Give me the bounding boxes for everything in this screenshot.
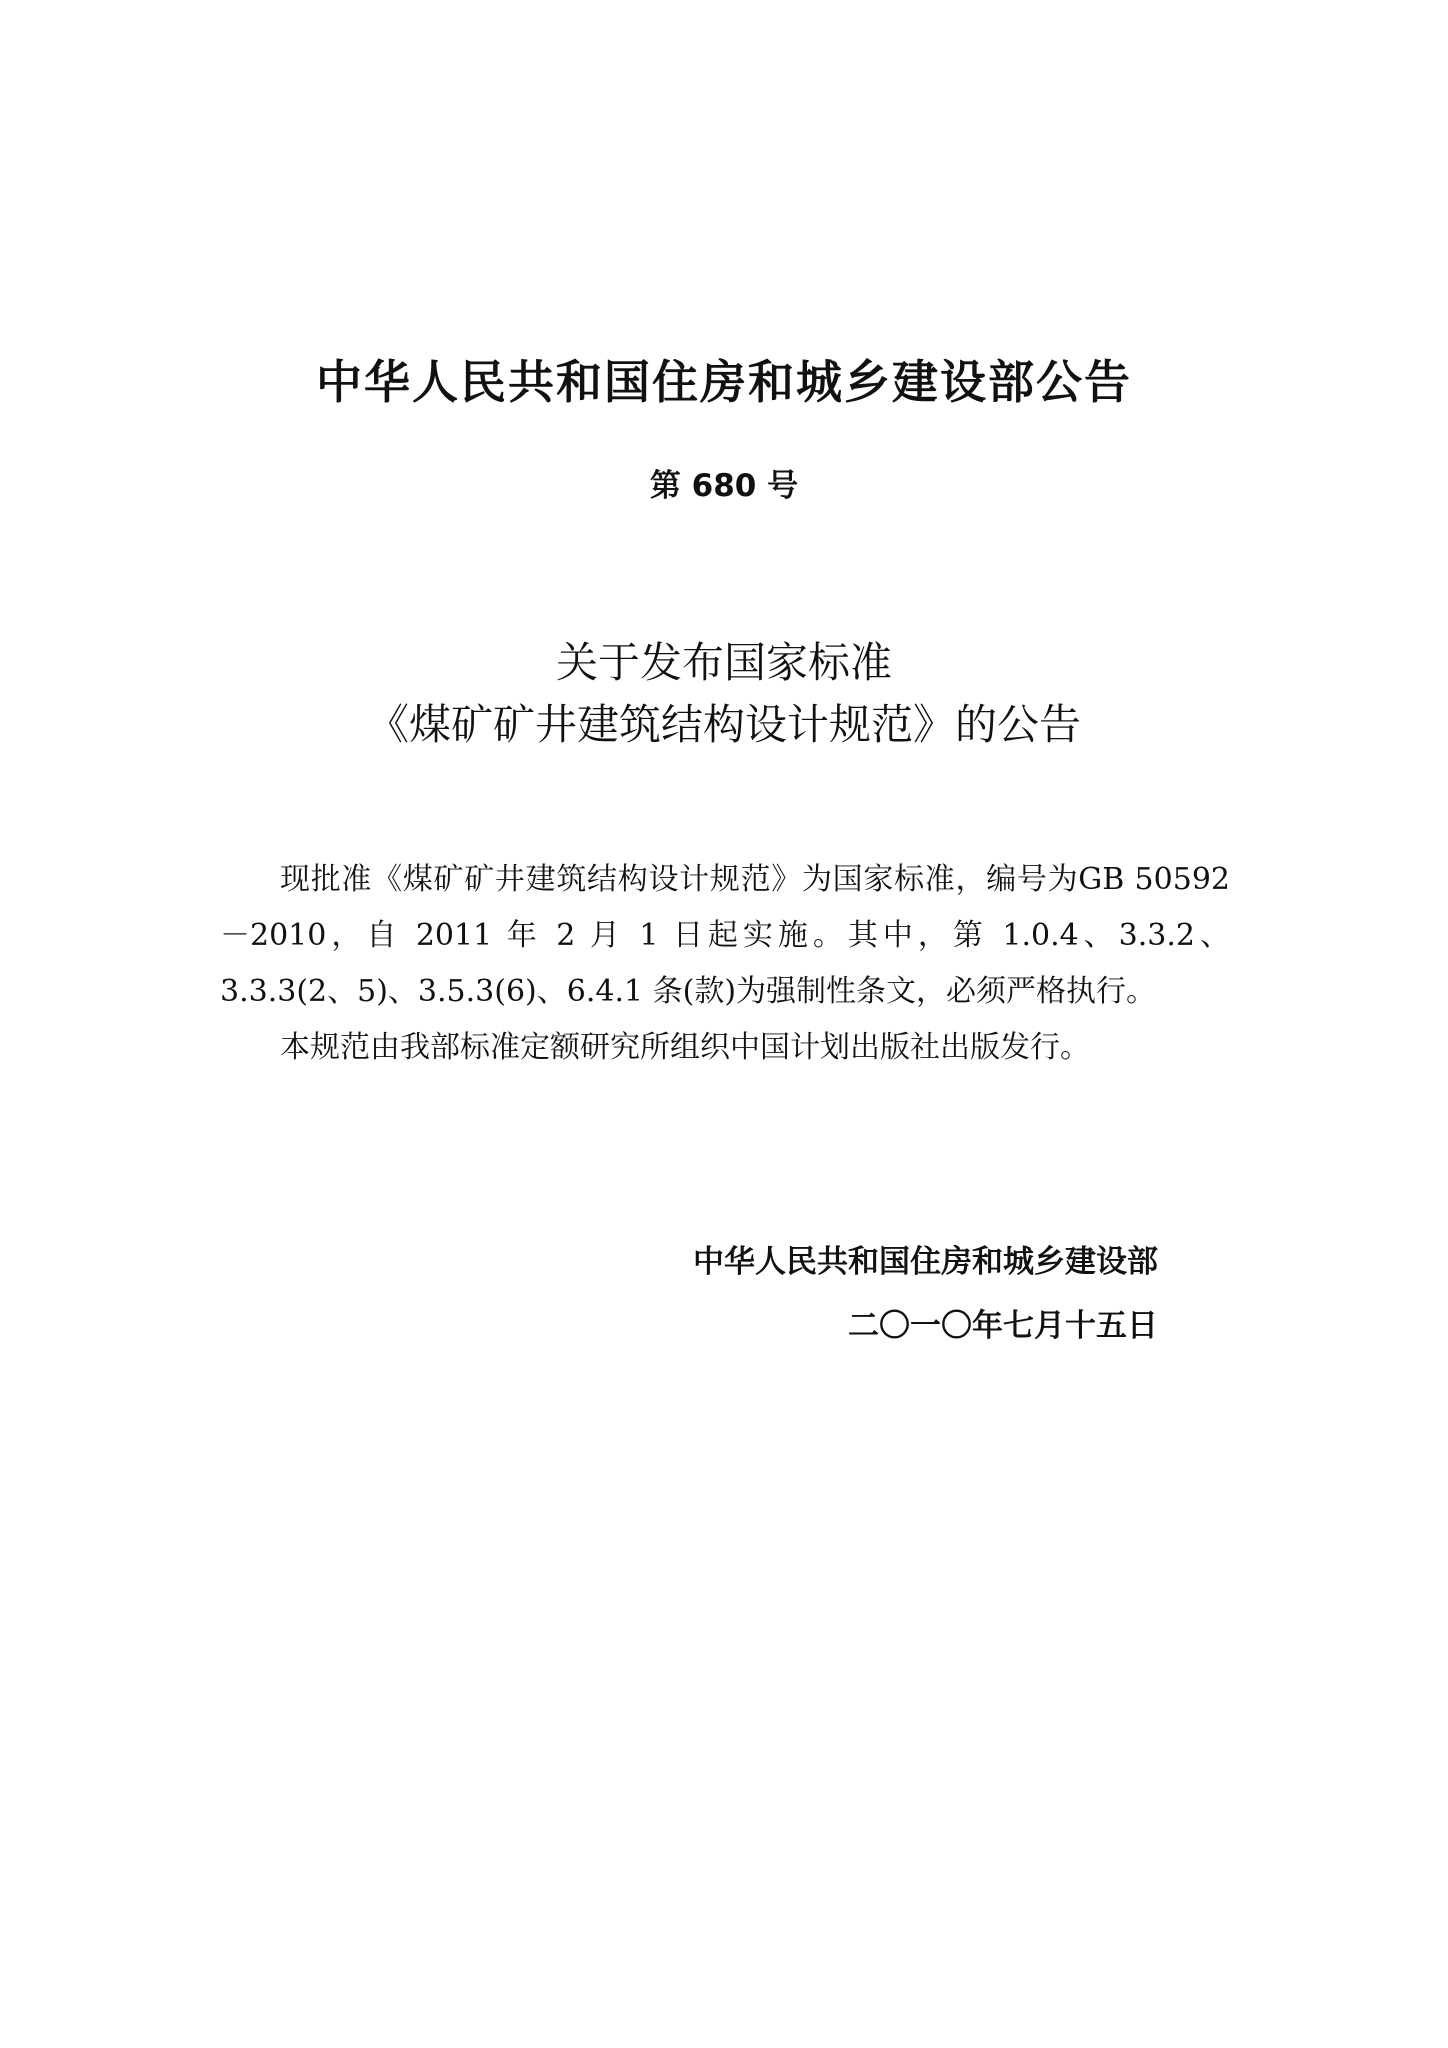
signature-organization: 中华人民共和国住房和城乡建设部 [693,1244,1158,1280]
notice-subject [0,632,1448,756]
notice-body [220,852,1230,1076]
subject-line-1: 关于发布国家标准 [555,638,892,687]
body-paragraph-approval: 现批准《煤矿矿井建筑结构设计规范》为国家标准，编号为GB 50592－2010，自 2011 年 2 月 1 日起实施。其中，第 1.0.4、3.3.2、3.3.3(2、5)、3.5.3(6)、6.4.1 条(款)为强制性条文，必须严格执行。 [220,862,1230,1009]
body-paragraph-publication: 本规范由我部标准定额研究所组织中国计划出版社出版发行。 [280,1030,1090,1065]
notice-number: 第 680 号 [649,468,799,504]
issuer-title: 中华人民共和国住房和城乡建设部公告 [316,355,1132,409]
signature-block [693,1230,1158,1358]
signature-date: 二〇一〇年七月十五日 [848,1308,1158,1344]
subject-line-2: 《煤矿矿井建筑结构设计规范》的公告 [366,700,1081,749]
